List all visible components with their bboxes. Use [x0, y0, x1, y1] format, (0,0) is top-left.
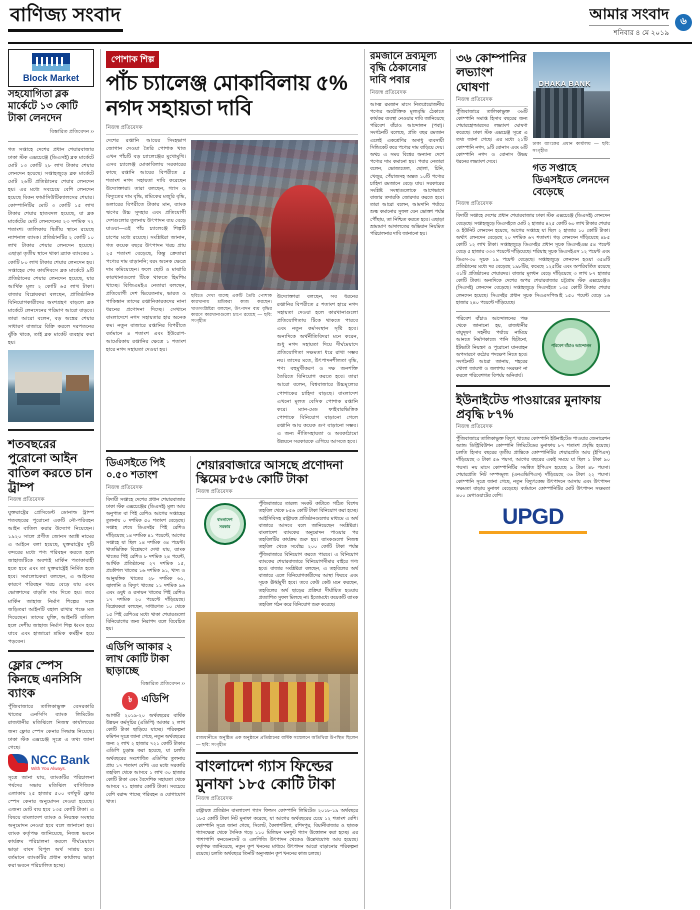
- pba-body: আসন্ন রমজান মাসে নিত্যপ্রয়োজনীয় পণ্যের অযৌক্তিক মূল্যবৃদ্ধি ঠেকাতে কার্যকর ব্যবস্থা নেওয়ার দাবি জানিয়েছে পরিবেশ বাঁচাও আন্দোলন (পবা)। সংগঠনটি বলেছে, প্রতি বছর রমজান এলেই একশ্রেণির অসাধু ব্যবসায়ী সিন্ডিকেট করে পণ্যের দাম বাড়িয়ে দেয়। অথচ এ সময় বিশ্বের অন্যান্য দেশে পণ্যের দাম কমানো হয়। পবার নেতারা বলেন, ভোজ্যতেল, ছোলা, চিনি, খেজুর, পেঁয়াজসহ অন্তত ১০টি পণ্যের চাহিদা রমজানে বেড়ে যায়। সরকারের সংশ্লিষ্ট সংস্থাগুলোকে আগেভাগে বাজার তদারকি জোরদার করতে হবে। তারা আরো বলেন, আমদানি পর্যায়ে শুল্ক কমানোর সুফল যেন ভোক্তা পর্যন্ত পৌঁছায়, তা নিশ্চিত করতে হবে। এছাড়া ভ্রাম্যমাণ আদালতের অভিযান নিয়মিত পরিচালনার দাবি জানানো হয়।: [370, 102, 444, 238]
- ceremony-caption: রাজধানীতে অনুষ্ঠিত এক অনুষ্ঠানে প্রতিষ্ঠানের বার্ষিক সম্মেলনে অতিথিরা উপস্থিত ছিলেন — ছবি: সংগৃহীত: [196, 735, 358, 747]
- adp-mark-icon: ৳: [122, 692, 138, 710]
- dse-body: বিদায়ী সপ্তাহে দেশের প্রধান শেয়ারবাজার ঢাকা স্টক এক্সচেঞ্জে (ডিএসই) লেনদেন বেড়েছে। সপ্তাহজুড়ে ডিএসইতে মোট ২ হাজার ৪২৫ কোটি ৬০ লাখ টাকার শেয়ার ও ইউনিট লেনদেন হয়েছে, আগের সপ্তাহে যা ছিল ২ হাজার ১০ কোটি টাকা। অর্থাৎ লেনদেন বেড়েছে ২০ দশমিক ৬৭ শতাংশ। গড় লেনদেন দাঁড়িয়েছে ৪৮৫ কোটি ১২ লাখ টাকা। সপ্তাহজুড়ে ডিএসইর প্রধান সূচক ডিএসইএক্স ৫৪ পয়েন্ট বেড়ে ৫ হাজার ৩৩৩ পয়েন্টে দাঁড়িয়েছে। শরিয়াহ সূচক ডিএসইএস ১২ পয়েন্ট এবং ডিএস-৩০ সূচক ১৯ পয়েন্ট বেড়েছে। সপ্তাহজুড়ে লেনদেন হওয়া ৩৫৪টি প্রতিষ্ঠানের মধ্যে দর বেড়েছে ১৯৮টির, কমেছে ১২৫টির এবং অপরিবর্তিত রয়েছে ৩১টি প্রতিষ্ঠানের শেয়ারদর। বাজার মূলধন বেড়ে দাঁড়িয়েছে ৩ লাখ ৮৭ হাজার কোটি টাকা। অন্যদিকে দেশের অপর শেয়ারবাজার চট্টগ্রাম স্টক এক্সচেঞ্জেও (সিএসই) লেনদেন বেড়েছে। সপ্তাহজুড়ে সিএসইতে ১৩৫ কোটি টাকার শেয়ার লেনদেন হয়েছে। সিএসইর প্রধান সূচক সিএএসপিআই ১৫০ পয়েন্ট বেড়ে ১৬ হাজার ২৪০ পয়েন্টে দাঁড়িয়েছে।: [456, 214, 610, 306]
- masthead: [8, 6, 692, 44]
- upgd-body: পুঁজিবাজারে তালিকাভুক্ত বিদ্যুৎ খাতের কোম্পানি ইউনাইটেড পাওয়ার জেনারেশন অ্যান্ড ডিস্ট্রিবিউশন কোম্পানি লিমিটেডের মুনাফায় ৮৭ শতাংশ প্রবৃদ্ধি হয়েছে। চলতি হিসাব বছরের তৃতীয় প্রান্তিকে কোম্পানিটির শেয়ারপ্রতি আয় (ইপিএস) দাঁড়িয়েছে ৩ টাকা ৫৬ পয়সা, আগের বছরের একই সময়ে যা ছিল ১ টাকা ৯০ পয়সা। নয় মাসে কোম্পানিটির সমন্বিত ইপিএস হয়েছে ৯ টাকা ৪৮ পয়সা। শেয়ারপ্রতি নিট সম্পদমূল্য (এনএভিপিএস) দাঁড়িয়েছে ৩৬ টাকা ২২ পয়সা। কোম্পানি সূত্রে জানা গেছে, নতুন বিদ্যুৎকেন্দ্র উৎপাদনে আসায় এবং উৎপাদন সক্ষমতা বাড়ায় মুনাফা বেড়েছে। বর্তমানে কোম্পানিটির মোট উৎপাদন সক্ষমতা ৪০০ মেগাওয়াটের বেশি।: [456, 436, 610, 500]
- dse-byline: নিজস্ব প্রতিবেদক: [456, 201, 610, 211]
- ncc-bank-tagline: With You Always.: [31, 766, 66, 772]
- trump-headline: শতবছরের পুরোনো আইন বাতিল করতে চান ট্রাম্প: [8, 437, 93, 494]
- upgd-logo-text: UPGD: [502, 503, 564, 529]
- page-grid: [8, 49, 692, 909]
- stimulus-story: [190, 456, 358, 859]
- garment-factory-photo: [191, 140, 358, 290]
- trump-body: যুক্তরাষ্ট্রের প্রেসিডেন্ট ডোনাল্ড ট্রাম্প শতবছরের পুরোনো একটি নৌ-পরিবহন আইন বাতিল করার উদ্যোগ নিয়েছেন। ১৯২০ সালে প্রণীত জোনস অ্যাক্ট নামের এ আইনে বলা হয়েছে, যুক্তরাষ্ট্রের দুটি বন্দরের মধ্যে পণ্য পরিবহন করতে হলে জাহাজটিকে অবশ্যই মার্কিন পতাকাবাহী হতে হবে এবং তা যুক্তরাষ্ট্রেই নির্মিত হতে হবে। সমালোচকরা বলছেন, এ আইনের কারণে পরিবহন খরচ বেড়ে যায় এবং ভোক্তাদের বাড়তি দাম দিতে হয়। তবে মার্কিন জাহাজ নির্মাণ শিল্পের সঙ্গে জড়িতরা আইনটি বহাল রাখার পক্ষে মত দিয়েছেন। তাদের যুক্তি, আইনটি বাতিল হলে দেশীয় জাহাজ নির্মাণ শিল্প ধ্বংস হয়ে যাবে এবং হাজারো শ্রমিক কর্মহীন হয়ে পড়বেন।: [8, 509, 94, 645]
- ceremony-photo: [196, 612, 358, 732]
- column-right: [450, 49, 610, 909]
- lead-byline: নিজস্ব প্রতিবেদক: [106, 125, 358, 135]
- adp-continued[interactable]: বিস্তারিত প্রতিবেদন ››: [140, 680, 185, 687]
- paper-date: শনিবার ৪ মে ২০১৯: [589, 25, 669, 39]
- trump-byline: নিজস্ব প্রতিবেদক: [8, 497, 94, 507]
- pe-byline: নিজস্ব প্রতিবেদক: [106, 485, 185, 495]
- pe-body: বিদায়ী সপ্তাহে দেশের প্রধান শেয়ারবাজার ঢাকা স্টক এক্সচেঞ্জের (ডিএসই) মূল্য আয় অনুপাত বা পিই রেশিও আগের সপ্তাহের তুলনায় ০ দশমিক ৫০ শতাংশ বেড়েছে। সপ্তাহ শেষে ডিএসইর পিই রেশিও দাঁড়িয়েছে ১৪ দশমিক ৪১ পয়েন্টে, আগের সপ্তাহে যা ছিল ১৪ দশমিক ৩৪ পয়েন্ট। খাতভিত্তিক বিশ্লেষণে দেখা যায়, ব্যাংক খাতের পিই রেশিও ৮ দশমিক ২৪ পয়েন্ট, আর্থিক প্রতিষ্ঠানের ২৭ দশমিক ১৫, প্রকৌশল খাতের ১৬ দশমিক ৯১, খাদ্য ও আনুষঙ্গিক খাতের ২৮ দশমিক ৬১, জ্বালানি ও বিদ্যুৎ খাতের ১১ দশমিক ৯৬ এবং ওষুধ ও রসায়ন খাতের পিই রেশিও ১৭ দশমিক ২০ পয়েন্টে দাঁড়িয়েছে। বিশ্লেষকরা বলছেন, সাধারণত ১০ থেকে ১৫ পিই রেশিওর মধ্যে থাকা শেয়ারগুলো বিনিয়োগের জন্য নিরাপদ বলে বিবেচিত হয়।: [106, 497, 185, 632]
- column-pba: [364, 49, 444, 909]
- adp-body: আগামী ২০১৯-২০ অর্থবছরের বার্ষিক উন্নয়ন কর্মসূচির (এডিপি) আকার ২ লাখ কোটি টাকা ছাড়িয়ে যাচ্ছে। পরিকল্পনা কমিশন সূত্রে জানা গেছে, নতুন অর্থবছরের জন্য ২ লাখ ২ হাজার ৭২১ কোটি টাকার এডিপি চূড়ান্ত করা হয়েছে, যা চলতি অর্থবছরের সংশোধিত এডিপির তুলনায় প্রায় ১৭ শতাংশ বেশি। এর মধ্যে সরকারি তহবিল থেকে আসবে ১ লাখ ৩০ হাজার কোটি টাকা এবং বৈদেশিক সহায়তা থেকে আসবে ৭১ হাজার কোটি টাকা। সবচেয়ে বেশি বরাদ্দ পাচ্ছে পরিবহন ও যোগাযোগ খাত।: [106, 713, 185, 805]
- lead-col-photo: [191, 137, 358, 446]
- lead-body-right: উদ্যোক্তারা বলছেন, সব ধরনের রপ্তানির বিপরীতে ৫ শতাংশ হারে নগদ সহায়তা দেওয়া হলে কারখানাগুলো প্রতিযোগিতায় টিকে থাকতে পারবে এবং নতুন কর্মসংস্থান সৃষ্টি হবে। অন্যদিকে অর্থনীতিবিদরা মনে করেন, শুধু নগদ সহায়তা দিয়ে দীর্ঘমেয়াদে প্রতিযোগিতা সক্ষমতা ধরে রাখা সম্ভব নয়। তাদের মতে, উৎপাদনশীলতা বৃদ্ধি, পণ্য বহুমুখীকরণ ও দক্ষ জনশক্তি তৈরিতে বিনিয়োগ করতে হবে। তারা আরো বলেন, বিশ্ববাজারে উচ্চমূল্যের পোশাকের চাহিদা বাড়ছে। বাংলাদেশ এখনো মূলত বেসিক পোশাক রপ্তানি করে। ম্যান-মেড ফাইবারভিত্তিক পোশাকে বিনিয়োগ বাড়ানো গেলে রপ্তানি আয় কয়েক গুণ বাড়ানো সম্ভব। এ জন্য নীতিসহায়তা ও অবকাঠামো উন্নয়নে সরকারকে এগিয়ে আসতে হবে।: [277, 293, 358, 445]
- page-number-badge: ৬: [675, 14, 692, 31]
- ncc-mark-icon: [8, 754, 28, 772]
- ncc-bank-name: NCC Bank: [31, 753, 90, 768]
- dhaka-bank-photo: [533, 52, 610, 138]
- lead-kicker-wrap: [106, 49, 358, 70]
- block-market-body: গত সপ্তাহে দেশের প্রধান শেয়ারবাজার ঢাকা স্টক এক্সচেঞ্জে (ডিএসই) ব্লক মার্কেটে মোট ১৩ কোটি ২৮ লাখ টাকার শেয়ার লেনদেন হয়েছে। সপ্তাহজুড়ে ব্লক মার্কেটে মোট ২৬টি প্রতিষ্ঠানের শেয়ার লেনদেন হয়। এর মধ্যে সবচেয়ে বেশি লেনদেন হয়েছে বিকন ফার্মাসিউটিক্যালসের শেয়ার। কোম্পানিটির মোট ৩ কোটি ১৫ লাখ টাকার শেয়ার হাতবদল হয়েছে, যা ব্লক মার্কেটের মোট লেনদেনের ২৩ দশমিক ৭২ শতাংশ। তালিকায় দ্বিতীয় স্থানে রয়েছে ন্যাশনাল ব্যাংক। প্রতিষ্ঠানটির ২ কোটি ১০ লাখ টাকার শেয়ার লেনদেন হয়েছে। এছাড়া তৃতীয় স্থানে থাকা ব্র্যাক ব্যাংকের ১ কোটি ৮০ লাখ টাকার শেয়ার লেনদেন হয়। সপ্তাহের শেষ কার্যদিবসে ব্লক মার্কেটে ৯টি প্রতিষ্ঠানের শেয়ার লেনদেন হয়েছে, যার আর্থিক মূল্য ২ কোটি ৬৫ লাখ টাকা। বাজার বিশ্লেষকরা বলছেন, প্রাতিষ্ঠানিক বিনিয়োগকারীদের অংশগ্রহণ বাড়লে ব্লক মার্কেটে লেনদেনের পরিমাণ আরো বাড়বে। তারা আরো বলেন, বড় অঙ্কের শেয়ার সাধারণ বাজারে বিক্রি করলে দরপতনের ঝুঁকি থাকে, তাই ব্লক মার্কেট ব্যবহার করা হয়।: [8, 146, 94, 347]
- ncc-bank-logo: [8, 752, 94, 774]
- river-ship-photo: [8, 350, 94, 422]
- section-logo: বাণিজ্য সংবাদ: [8, 6, 123, 32]
- adp-logo-text: এডিপি: [141, 694, 169, 706]
- dividend-block: [456, 49, 610, 201]
- block-market-title: Block Market: [22, 73, 80, 84]
- masthead-right: [589, 6, 692, 39]
- stimulus-byline: নিজস্ব প্রতিবেদক: [196, 489, 358, 499]
- dividend-headline: ৩৬ কোম্পানির লভ্যাংশ ঘোষণা: [456, 51, 527, 94]
- env-block: [456, 316, 610, 381]
- env-body: পরিবেশ বাঁচাও আন্দোলনের পক্ষ থেকে জানানো হয়, রাজধানীর বায়ুদূষণ সহনীয় পর্যায়ে নামিয়ে আনতে নির্মাণকাজে পানি ছিটানো, ইটভাটা নিয়ন্ত্রণ ও পুরোনো যানবাহন অপসারণে কঠোর পদক্ষেপ নিতে হবে। সংগঠনটি আরো জানায়, শহরের খোলা জায়গা ও জলাশয় সংরক্ষণ না করলে পরিবেশগত বিপর্যয় অনিবার্য।: [456, 316, 528, 380]
- upgd-byline: নিজস্ব প্রতিবেদক: [456, 424, 610, 434]
- lead-photo-caption: ছবিতে দেখা যাচ্ছে একটি তৈরি পোশাক কারখানায় শ্রমিকরা কাজ করছেন। খাতসংশ্লিষ্টরা বলছেন, উৎপাদন ব্যয় বৃদ্ধির কারণে কারখানাগুলো চাপে রয়েছে — ছবি: সংগৃহীত: [191, 292, 272, 324]
- pe-story: [106, 456, 185, 859]
- lead-body-left: দেশের রপ্তানি আয়ের সিংহভাগ জোগান দেওয়া তৈরি পোশাক খাত এখন পাঁচটি বড় চ্যালেঞ্জের মুখোমুখি। এসব চ্যালেঞ্জ মোকাবিলায় সরকারের কাছে রপ্তানি আয়ের বিপরীতে ৫ শতাংশ নগদ সহায়তা দাবি করেছেন উদ্যোক্তারা। তারা বলছেন, গ্যাস ও বিদ্যুতের দাম বৃদ্ধি, শ্রমিকের মজুরি বৃদ্ধি, ডলারের বিপরীতে টাকার মান, ব্যাংক ঋণের উচ্চ সুদহার এবং প্রতিযোগী দেশগুলোর তুলনায় উৎপাদন ব্যয় বেড়ে যাওয়া—এই পাঁচ চ্যালেঞ্জে শিল্পটি চাপের মধ্যে রয়েছে। সংশ্লিষ্টরা জানান, গত কয়েক বছরে উৎপাদন খরচ প্রায় ২৫ শতাংশ বেড়েছে, কিন্তু ক্রেতারা পণ্যের দাম বাড়াননি; বরং অনেক ক্ষেত্রে দাম কমিয়েছেন। ফলে ছোট ও মাঝারি কারখানাগুলো টিকে থাকতে হিমশিম খাচ্ছে। বিজিএমইএ নেতারা বলছেন, প্রতিযোগী দেশ ভিয়েতনাম, ভারত ও পাকিস্তান তাদের রপ্তানিকারকদের নানা ধরনের প্রণোদনা দিচ্ছে। সেখানে বাংলাদেশে নগদ সহায়তার হার অনেক কম। নতুন বাজারে রপ্তানির বিপরীতে বর্তমানে ৪ শতাংশ এবং ইউরোপ-আমেরিকায় রপ্তানির ক্ষেত্রে ১ শতাংশ হারে নগদ সহায়তা দেওয়া হয়।: [106, 137, 186, 354]
- bank-building-icon: [32, 53, 70, 71]
- lead-columns: [106, 137, 358, 446]
- block-market-card: [8, 49, 94, 87]
- lead-kicker: পোশাক শিল্প: [106, 51, 159, 68]
- column-left: [8, 49, 94, 909]
- continued-link[interactable]: বিস্তারিত প্রতিবেদন ››: [49, 128, 94, 135]
- stimulus-headline: শেয়ারবাজারে আসছে প্রণোদনা স্কিমের ৮৫৬ কোটি টাকা: [196, 457, 344, 487]
- pba-byline: নিজস্ব প্রতিবেদক: [370, 90, 444, 100]
- dse-headline: গত সপ্তাহে ডিএসইতে লেনদেন বেড়েছে: [532, 163, 610, 198]
- pe-headline: ডিএসইতে পিই ০.৫০ শতাংশ: [106, 457, 165, 481]
- ncc-body-2: সূত্রে জানা যায়, ব্যাংকটির পরিচালনা পর্ষদের সভায় মতিঝিল বাণিজ্যিক এলাকায় ২৫ হাজার ৫০০ বর্গফুট ফ্লোর স্পেস কেনার অনুমোদন দেওয়া হয়েছে। এজন্য মোট ব্যয় হবে ১৩৫ কোটি টাকা। এ বিষয়ে বাংলাদেশ ব্যাংক ও নিয়ন্ত্রক সংস্থার অনুমোদন নেওয়া হবে বলে জানানো হয়। ব্যাংক কর্তৃপক্ষ জানিয়েছে, নিজস্ব ভবনে কার্যক্রম পরিচালনা করলে দীর্ঘমেয়াদে ভাড়া বাবদ বিপুল অর্থ সাশ্রয় হবে। বর্তমানে ব্যাংকটির প্রধান কার্যালয় ভাড়া করা ভবনে পরিচালিত হচ্ছে।: [8, 774, 94, 870]
- ncc-body: পুঁজিবাজারে তালিকাভুক্ত বেসরকারি খাতের এনসিসি ব্যাংক লিমিটেড রাজধানীর মতিঝিলে নিজস্ব কার্যালয়ের জন্য ফ্লোর স্পেস কেনার সিদ্ধান্ত নিয়েছে। ঢাকা স্টক এক্সচেঞ্জ সূত্রে এ তথ্য জানা গেছে।: [8, 704, 94, 751]
- gasfield-body: রাষ্ট্রায়ত্ত প্রতিষ্ঠান বাংলাদেশ গ্যাস ফিল্ডস কোম্পানি লিমিটেড ২০১৮-১৯ অর্থবছরে ১৮৫ কোটি টাকা নিট মুনাফা করেছে, যা আগের অর্থবছরের চেয়ে ১২ শতাংশ বেশি। কোম্পানি সূত্রে জানা গেছে, সিলেট, কৈলাশটিলা, রশিদপুর, বিয়ানীবাজার ও ছাতক গ্যাসক্ষেত্র থেকে দৈনিক গড়ে ১১০ মিলিয়ন ঘনফুট গ্যাস উত্তোলন করা হচ্ছে। এর পাশাপাশি কনডেনসেট ও এলপিজি উৎপাদন থেকেও উল্লেখযোগ্য আয় হয়েছে। কর্তৃপক্ষ জানিয়েছে, নতুন কূপ খননের মাধ্যমে উৎপাদন আরো বাড়ানোর পরিকল্পনা রয়েছে। চলতি অর্থবছরে তিনটি অনুসন্ধান কূপ খননের কাজ চলছে।: [196, 809, 358, 858]
- dhaka-bank-caption: ঢাকা ব্যাংকের প্রধান কার্যালয় — ছবি: সংগৃহীত: [532, 141, 610, 153]
- gasfield-headline: বাংলাদেশ গ্যাস ফিল্ডের মুনাফা ১৮৫ কোটি টাকা: [196, 757, 336, 793]
- column-lead: [100, 49, 358, 909]
- environment-logo-icon: [542, 318, 600, 376]
- govt-seal-icon: বাংলাদেশ সরকার: [204, 503, 246, 545]
- block-market-subtitle: সহযোগিতা ব্লক মার্কেটে ১৩ কোটি টাকা লেনদেন: [8, 89, 78, 124]
- dividend-byline: নিজস্ব প্রতিবেদক: [456, 97, 528, 107]
- lead-headline: পাঁচ চ্যালেঞ্জ মোকাবিলায় ৫% নগদ সহায়তা দাবি: [106, 72, 348, 121]
- pba-headline: রমজানে দ্রব্যমূল্য বৃদ্ধি ঠেকানোর দাবি পবার: [370, 51, 437, 86]
- env-logo-text: পরিবেশ বাঁচাও আন্দোলন: [551, 343, 592, 349]
- upgd-logo: [456, 504, 610, 534]
- upgd-logo-bar: [479, 531, 587, 534]
- upgd-headline: ইউনাইটেড পাওয়ারের মুনাফায় প্রবৃদ্ধি ৮৭%: [456, 392, 601, 421]
- adp-logo: [106, 689, 185, 713]
- paper-name: আমার সংবাদ: [589, 6, 669, 23]
- dividend-body: পুঁজিবাজারে তালিকাভুক্ত ৩৬টি কোম্পানি সমাপ্ত হিসাব বছরের জন্য শেয়ারহোল্ডারদের লভ্যাংশ ঘোষণা করেছে। ঢাকা স্টক এক্সচেঞ্জ সূত্রে এ তথ্য জানা গেছে। এর মধ্যে ২১টি কোম্পানি নগদ, ৯টি বোনাস এবং ৬টি কোম্পানি নগদ ও বোনাস উভয় ধরনের লভ্যাংশ দেবে।: [456, 109, 528, 166]
- ncc-headline: ফ্লোর স্পেস কিনছে এনসিসি ব্যাংক: [8, 657, 82, 701]
- lead-lower: [106, 456, 358, 859]
- adp-headline: এডিপি আকার ২ লাখ কোটি টাকা ছাড়াচ্ছে: [106, 642, 173, 677]
- lead-col-text: [106, 137, 186, 446]
- gasfield-byline: নিজস্ব প্রতিবেদক: [196, 796, 358, 806]
- stimulus-body: পুঁজিবাজারে তারল্য সংকট কাটাতে গঠিত বিশেষ তহবিল থেকে ৮৫৬ কোটি টাকা বিনিয়োগ করা হচ্ছে। আইসিবিসহ রাষ্ট্রায়ত্ত প্রতিষ্ঠানগুলোর মাধ্যমে এ অর্থ বাজারে আসবে বলে জানিয়েছেন সংশ্লিষ্টরা। বাংলাদেশ ব্যাংকের অনুমোদন পাওয়ার পর তহবিলটির কার্যক্রম শুরু হয়। ব্যাংকগুলো নিজস্ব তহবিল থেকে সর্বোচ্চ ২০০ কোটি টাকা পর্যন্ত পুঁজিবাজারে বিনিয়োগ করতে পারবে। এ বিনিয়োগ ব্যাংকের শেয়ারবাজারে বিনিয়োগসীমার বাইরে গণ্য হবে। বাজার সংশ্লিষ্টরা বলছেন, এ তহবিলের অর্থ বাজারে এলে বিনিয়োগকারীদের আস্থা ফিরবে এবং সূচক ঊর্ধ্বমুখী হবে। তবে কেউ কেউ মনে করছেন, তহবিলের অর্থ ছাড়ের প্রক্রিয়া দীর্ঘায়িত হওয়ায় প্রত্যাশিত সুফল মিলছে না। ইতোমধ্যে কয়েকটি ব্যাংক তহবিল গঠন করে বিনিয়োগ শুরু করেছে।: [258, 502, 358, 608]
